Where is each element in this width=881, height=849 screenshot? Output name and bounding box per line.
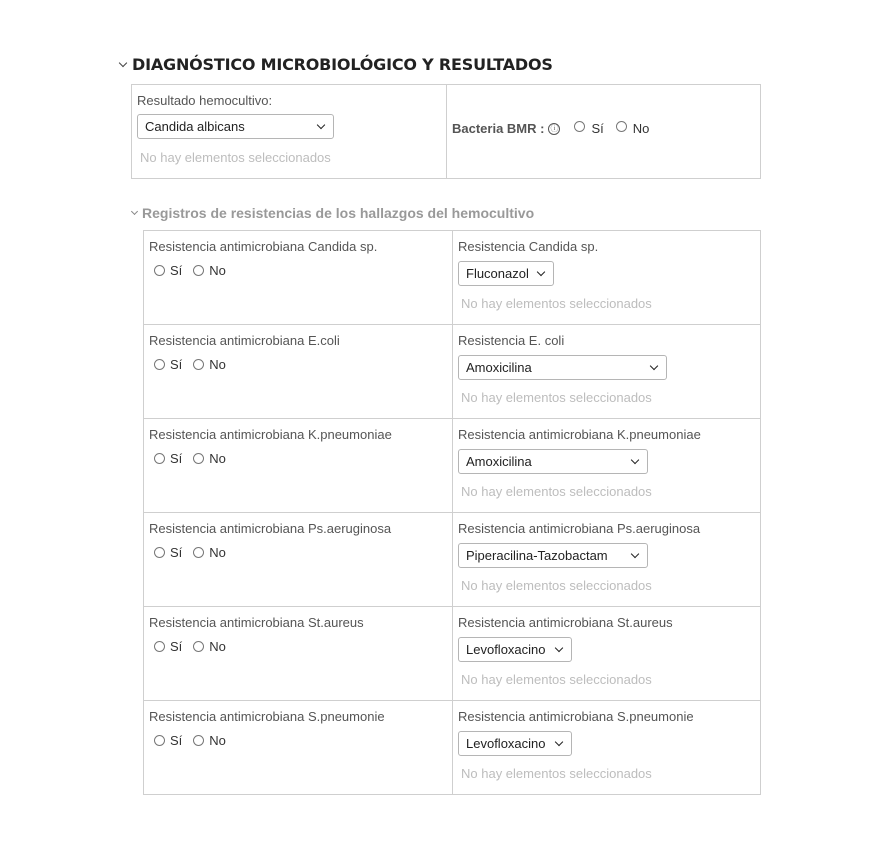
antibiotic-select-value: Piperacilina-Tazobactam [466,548,608,563]
yes-label: Sí [170,451,183,466]
no-label: No [209,545,226,560]
table-row [144,231,760,325]
resistance-select-cell [453,607,760,700]
resistance-select-cell [453,701,760,794]
resistance-question-label: Resistencia antimicrobiana St.aureus [149,615,364,630]
resistance-question-label: Resistencia antimicrobiana K.pneumoniae [149,427,392,442]
resistance-select-label: Resistencia antimicrobiana St.aureus [458,615,673,630]
yes-no-radios [154,639,237,654]
chevron-down-icon [555,644,563,652]
resistance-question-cell [144,607,453,700]
table-row [144,325,760,419]
antibiotic-select-value: Fluconazol [466,266,529,281]
empty-selection-text: No hay elementos seleccionados [461,766,652,781]
chevron-down-icon [537,268,545,276]
resistance-select-label: Resistencia Candida sp. [458,239,599,254]
yes-label: Sí [170,263,183,278]
hemocultivo-empty-text: No hay elementos seleccionados [140,150,331,165]
antibiotic-select-value: Amoxicilina [466,360,532,375]
no-label: No [209,357,226,372]
empty-selection-text: No hay elementos seleccionados [461,296,652,311]
resistance-table [143,230,761,795]
resistance-question-cell [144,419,453,512]
yes-radio[interactable] [154,547,165,558]
chevron-down-icon [317,121,325,129]
yes-radio[interactable] [154,735,165,746]
bmr-yes-label: Sí [591,121,604,136]
yes-no-radios [154,263,237,278]
hemocultivo-select[interactable] [137,114,334,139]
bmr-row [452,121,649,136]
yes-radio[interactable] [154,453,165,464]
antibiotic-select-value: Amoxicilina [466,454,532,469]
antibiotic-select[interactable] [458,731,572,756]
bmr-no-label: No [632,121,650,136]
antibiotic-select-value: Levofloxacino [466,642,546,657]
hemocultivo-label: Resultado hemocultivo: [137,93,273,108]
no-radio[interactable] [193,453,204,464]
resistance-question-cell [144,231,453,324]
bmr-label: Bacteria BMR : [452,121,545,136]
antibiotic-select[interactable] [458,543,648,568]
hemocultivo-panel [131,84,761,179]
antibiotic-select[interactable] [458,355,667,380]
resistance-select-label: Resistencia antimicrobiana Ps.aeruginosa [458,521,701,536]
resistance-select-cell [453,419,760,512]
section-header[interactable] [118,55,553,74]
yes-label: Sí [170,733,183,748]
table-row [144,513,760,607]
resistance-select-label: Resistencia antimicrobiana S.pneumonie [458,709,694,724]
yes-radio[interactable] [154,641,165,652]
yes-radio[interactable] [154,265,165,276]
yes-no-radios [154,357,237,372]
no-label: No [209,263,226,278]
no-label: No [209,639,226,654]
yes-label: Sí [170,639,183,654]
no-radio[interactable] [193,547,204,558]
bmr-cell [447,85,760,178]
subsection-header[interactable] [131,205,534,221]
resistance-question-cell [144,325,453,418]
chevron-down-icon[interactable] [119,59,127,67]
chevron-down-icon[interactable] [131,208,138,215]
resistance-question-cell [144,701,453,794]
chevron-down-icon [631,456,639,464]
resistance-select-cell [453,513,760,606]
resistance-question-label: Resistencia antimicrobiana S.pneumonie [149,709,385,724]
hemocultivo-select-value: Candida albicans [145,119,245,134]
resistance-select-cell [453,231,760,324]
yes-no-radios [154,451,237,466]
bmr-yes-radio[interactable] [574,121,585,132]
antibiotic-select[interactable] [458,637,572,662]
resistance-question-label: Resistencia antimicrobiana E.coli [149,333,340,348]
no-label: No [209,733,226,748]
no-radio[interactable] [193,641,204,652]
table-row [144,419,760,513]
yes-no-radios [154,733,237,748]
chevron-down-icon [631,550,639,558]
chevron-down-icon [650,362,658,370]
antibiotic-select[interactable] [458,261,554,286]
empty-selection-text: No hay elementos seleccionados [461,672,652,687]
resistance-select-cell [453,325,760,418]
resistance-question-label: Resistencia antimicrobiana Candida sp. [149,239,378,254]
empty-selection-text: No hay elementos seleccionados [461,484,652,499]
table-row [144,701,760,795]
resistance-select-label: Resistencia E. coli [458,333,565,348]
resistance-question-label: Resistencia antimicrobiana Ps.aeruginosa [149,521,392,536]
empty-selection-text: No hay elementos seleccionados [461,578,652,593]
resistance-question-cell [144,513,453,606]
no-radio[interactable] [193,265,204,276]
empty-selection-text: No hay elementos seleccionados [461,390,652,405]
antibiotic-select-value: Levofloxacino [466,736,546,751]
no-radio[interactable] [193,359,204,370]
antibiotic-select[interactable] [458,449,648,474]
table-row [144,607,760,701]
bmr-no-radio[interactable] [616,121,627,132]
chevron-down-icon [555,738,563,746]
subsection-title: Registros de resistencias de los hallazgos del hemocultivo [142,205,535,221]
hemocultivo-cell [132,85,447,178]
yes-no-radios [154,545,237,560]
no-label: No [209,451,226,466]
info-icon[interactable]: ⓘ [550,123,559,133]
resistance-select-label: Resistencia antimicrobiana K.pneumoniae [458,427,701,442]
yes-label: Sí [170,357,183,372]
section-title: DIAGNÓSTICO MICROBIOLÓGICO Y RESULTADOS [132,55,553,74]
yes-radio[interactable] [154,359,165,370]
yes-label: Sí [170,545,183,560]
no-radio[interactable] [193,735,204,746]
